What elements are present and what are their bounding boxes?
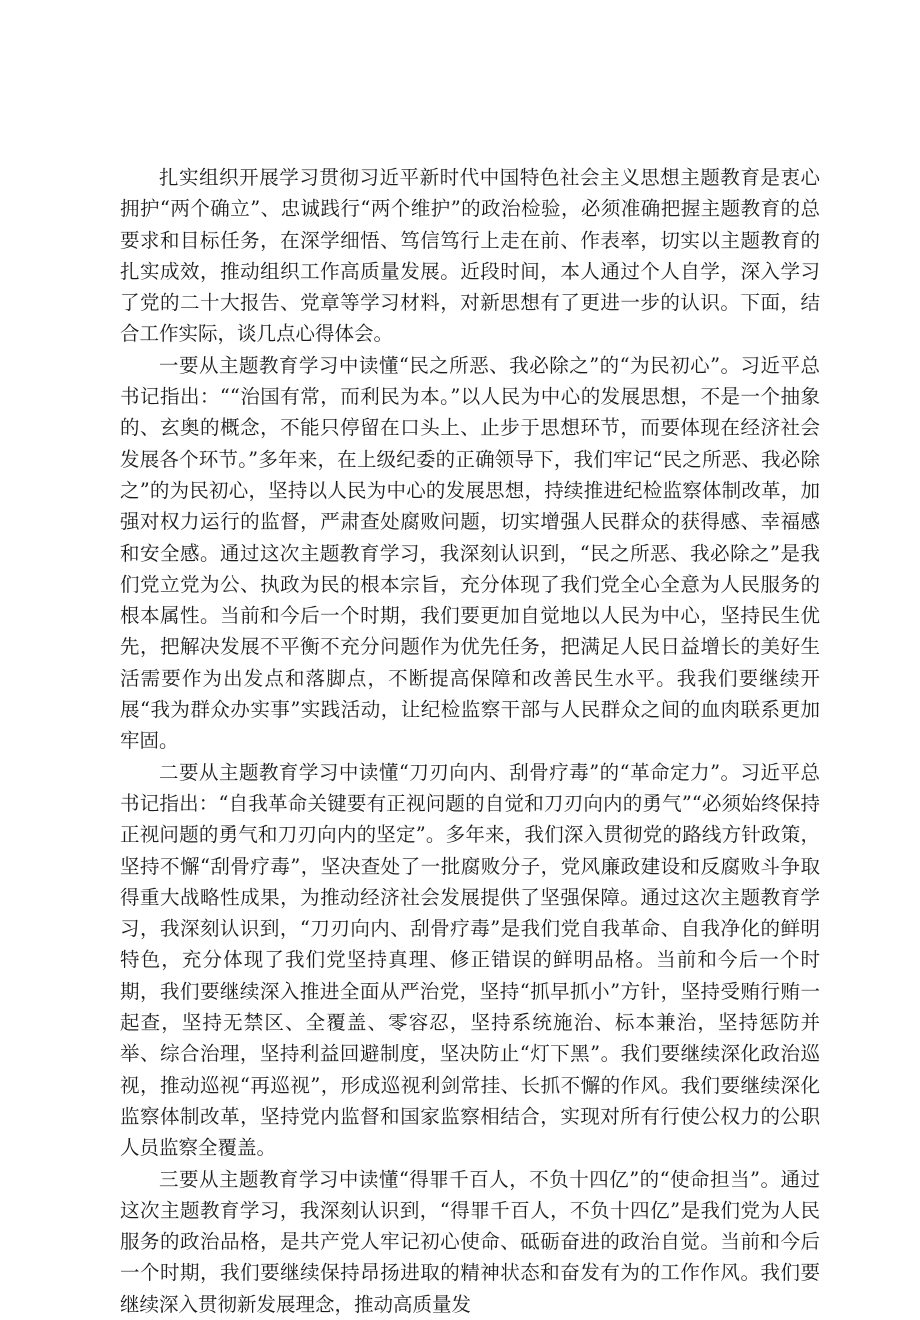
document-body: [120, 162, 820, 1320]
paragraph-intro: 扎实组织开展学习贯彻习近平新时代中国特色社会主义思想主题教育是衷心拥护“两个确立”、忠诚践行“两个维护”的政治检验，必须准确把握主题教育的总要求和目标任务，在深学细悟、笃信笃行上走在前、作表率，切实以主题教育的扎实成效，推动组织工作高质量发展。近段时间，本人通过个人自学，深入学习了党的二十大报告、党章等学习材料，对新思想有了更进一步的认识。下面，结合工作实际，谈几点心得体会。: [120, 166, 820, 346]
paragraph-point-two: 二要从主题教育学习中读懂“刀刃向内、刮骨疗毒”的“革命定力”。习近平总书记指出：“自我革命关键要有正视问题的自觉和刀刃向内的勇气”“必须始终保持正视问题的勇气和刀刃向内的坚定”。多年来，我们深入贯彻党的路线方针政策，坚持不懈“刮骨疗毒”，坚决查处了一批腐败分子，党风廉政建设和反腐败斗争取得重大战略性成果，为推动经济社会发展提供了坚强保障。通过这次主题教育学习，我深刻认识到，“刀刃向内、刮骨疗毒”是我们党自我革命、自我净化的鲜明特色，充分体现了我们党坚持真理、修正错误的鲜明品格。当前和今后一个时期，我们要继续深入推进全面从严治党，坚持“抓早抓小”方针，坚持受贿行贿一起查，坚持无禁区、全覆盖、零容忍，坚持系统施治、标本兼治，坚持惩防并举、综合治理，坚持利益回避制度，坚决防止“灯下黑”。我们要继续深化政治巡视，推动巡视“再巡视”，形成巡视利剑常挂、长抓不懈的作风。我们要继续深化监察体制改革，坚持党内监督和国家监察相结合，实现对所有行使公权力的公职人员监察全覆盖。: [120, 760, 820, 1160]
paragraph-point-one: 一要从主题教育学习中读懂“民之所恶、我必除之”的“为民初心”。习近平总书记指出：““治国有常，而利民为本。”以人民为中心的发展思想，不是一个抽象的、玄奥的概念，不能只停留在口头上、止步于思想环节，而要体现在经济社会发展各个环节。”多年来，在上级纪委的正确领导下，我们牢记“民之所恶、我必除之”的为民初心，坚持以人民为中心的发展思想，持续推进纪检监察体制改革，加强对权力运行的监督，严肃查处腐败问题，切实增强人民群众的获得感、幸福感和安全感。通过这次主题教育学习，我深刻认识到，“民之所恶、我必除之”是我们党立党为公、执政为民的根本宗旨，充分体现了我们党全心全意为人民服务的根本属性。当前和今后一个时期，我们要更加自觉地以人民为中心，坚持民生优先，把解决发展不平衡不充分问题作为优先任务，把满足人民日益增长的美好生活需要作为出发点和落脚点，不断提高保障和改善民生水平。我我们要继续开展“我为群众办实事”实践活动，让纪检监察干部与人民群众之间的血肉联系更加牢固。: [120, 353, 820, 753]
paragraph-point-three: 三要从主题教育学习中读懂“得罪千百人，不负十四亿”的“使命担当”。通过这次主题教育学习，我深刻认识到，“得罪千百人，不负十四亿”是我们党为人民服务的政治品格，是共产党人牢记初心使命、砥砺奋进的政治自觉。当前和今后一个时期，我们要继续保持昂扬进取的精神状态和奋发有为的工作作风。我们要继续深入贯彻新发展理念，推动高质量发: [120, 1167, 820, 1316]
